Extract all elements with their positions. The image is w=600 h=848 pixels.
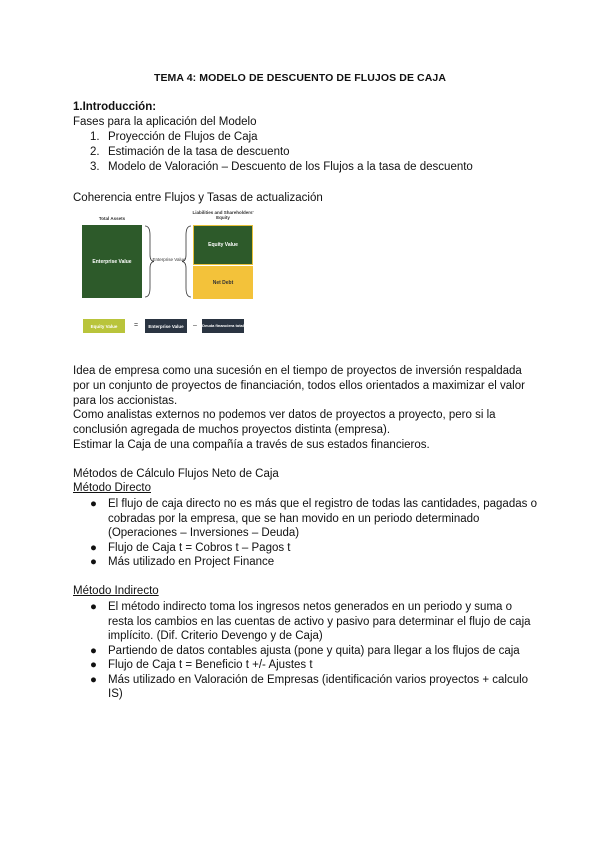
- list-item: ● El método indirecto toma los ingresos netos generados en un periodo y suma o resta los cambios en las cuentas de activo y pasivo para determinar el flujo de caja implícito. (Dif. Criterio Devengo y de Caja): [90, 601, 531, 642]
- methods-heading: Métodos de Cálculo Flujos Neto de Caja: [73, 468, 279, 480]
- right-brace-icon: [182, 225, 192, 298]
- enterprise-value-mid-label: Enterprise Value: [152, 257, 186, 262]
- equity-value-box: Equity Value: [193, 225, 253, 265]
- phases-label: Fases para la aplicación del Modelo: [73, 116, 257, 128]
- minus-sign: –: [193, 322, 197, 329]
- coherence-label: Coherencia entre Flujos y Tasas de actualización: [73, 192, 323, 204]
- total-assets-label: Total Assets: [98, 216, 126, 221]
- phase-item: 3. Modelo de Valoración – Descuento de los Flujos a la tasa de descuento: [90, 161, 473, 173]
- paragraph: Estimar la Caja de una compañía a través de sus estados financieros.: [73, 439, 430, 451]
- equity-value-term: Equity Value: [83, 319, 125, 333]
- list-item: ● Flujo de Caja t = Beneficio t +/- Ajustes t: [90, 659, 313, 671]
- phase-item: 1. Proyección de Flujos de Caja: [90, 131, 258, 143]
- liabilities-label: Liabilities and Shareholders' Equity: [192, 210, 254, 220]
- indirect-method-list: [90, 600, 540, 702]
- indirect-method-title: Método Indirecto: [73, 585, 159, 597]
- valuation-diagram: [82, 210, 267, 303]
- paragraph: Como analistas externos no podemos ver datos de proyectos a proyecto, pero si la conclusión agregada de muchos proyectos distinta (empresa).: [73, 409, 496, 436]
- list-item: ● Partiendo de datos contables ajusta (pone y quita) para llegar a los flujos de caja: [90, 644, 520, 657]
- enterprise-value-box: Enterprise Value: [82, 225, 142, 298]
- direct-method-title: Método Directo: [73, 482, 151, 494]
- list-item: ● Más utilizado en Valoración de Empresas (identificación varios proyectos + calculo IS): [90, 673, 529, 700]
- list-item: ● El flujo de caja directo no es más que el registro de todas las cantidades, pagadas o cobradas por la empresa, que se han movido en un periodo determinado (Operaciones – Inversiones – Deuda): [90, 498, 537, 539]
- list-item: ● Más utilizado en Project Finance: [90, 556, 275, 568]
- section-heading: 1.Introducción:: [73, 101, 157, 113]
- document-title: TEMA 4: MODELO DE DESCUENTO DE FLUJOS DE CAJA: [153, 72, 447, 84]
- net-debt-term: Deuda financiera total: [202, 319, 244, 333]
- paragraph: Idea de empresa como una sucesión en el tiempo de proyectos de inversión respaldada por un conjunto de proyectos de financiación, todos ellos orientados a maximizar el valor para los accionistas.: [73, 365, 525, 407]
- net-debt-box: Net Debt: [193, 266, 253, 299]
- list-item: ● Flujo de Caja t = Cobros t – Pagos t: [90, 541, 291, 554]
- equals-sign: =: [134, 322, 139, 329]
- phase-item: 2. Estimación de la tasa de descuento: [90, 146, 290, 158]
- direct-method-list: [90, 497, 540, 570]
- enterprise-value-term: Enterprise Value: [145, 319, 187, 333]
